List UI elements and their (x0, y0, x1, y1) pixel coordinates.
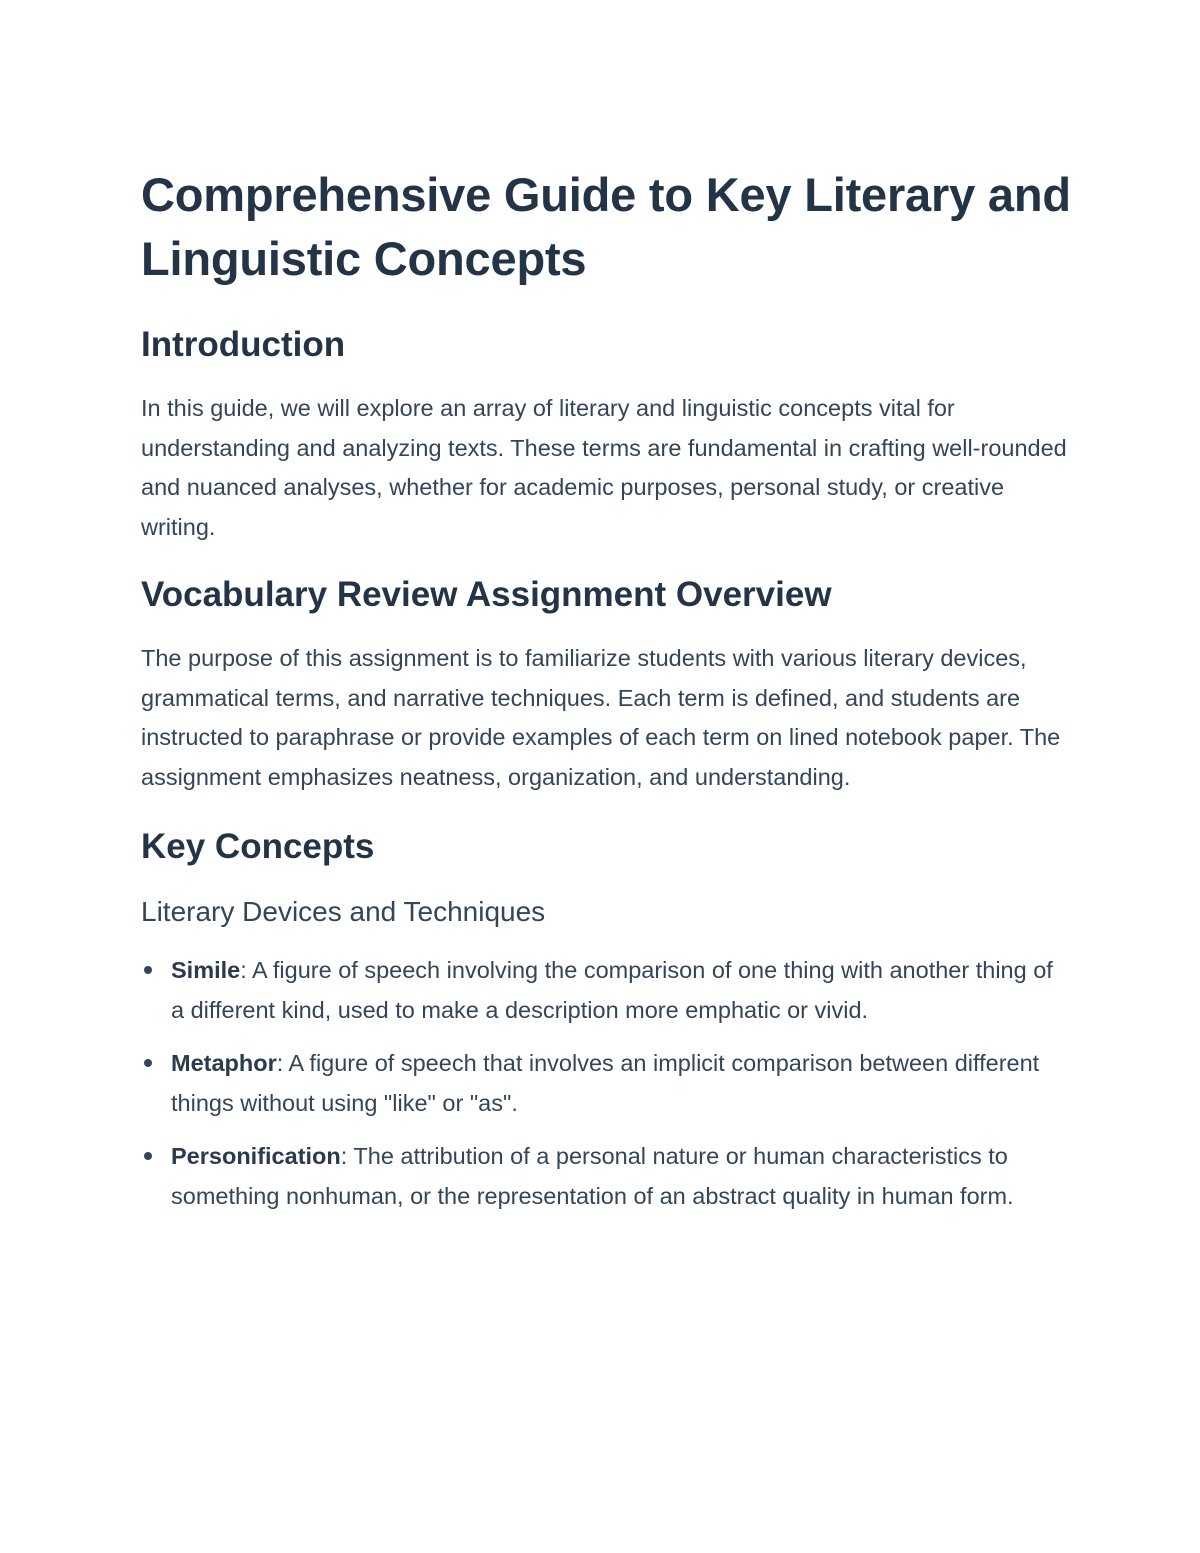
term-name: Simile (171, 957, 241, 983)
introduction-heading: Introduction (141, 325, 346, 364)
document-page (141, 163, 1071, 1229)
term-definition: : The attribution of a personal nature or human characteristics to something nonhuman, or the representation of an abstract quality in human form. (171, 1143, 1014, 1209)
term-name: Metaphor (171, 1050, 277, 1076)
bullet-icon (144, 966, 152, 974)
key-concepts-heading: Key Concepts (141, 827, 375, 866)
overview-heading: Vocabulary Review Assignment Overview (141, 575, 832, 614)
terms-list (141, 950, 1071, 1216)
introduction-paragraph: In this guide, we will explore an array of literary and linguistic concepts vital for understanding and analyzing texts. These terms are fundamental in crafting well-rounded and nuanced analyses, whether for academic purposes, personal study, or creative writing. (141, 395, 1067, 540)
list-item (141, 1043, 1071, 1123)
list-item (141, 1136, 1071, 1216)
bullet-icon (144, 1059, 152, 1067)
document-title: Comprehensive Guide to Key Literary and Linguistic Concepts (141, 168, 1071, 285)
overview-paragraph: The purpose of this assignment is to familiarize students with various literary devices, grammatical terms, and narrative techniques. Each term is defined, and students are instructed to paraphrase or provide examples of each term on lined notebook paper. The assignment emphasizes neatness, organization, and understanding. (141, 645, 1061, 790)
list-item (141, 950, 1071, 1030)
bullet-icon (144, 1152, 152, 1160)
term-definition: : A figure of speech involving the comparison of one thing with another thing of a different kind, used to make a description more emphatic or vivid. (171, 957, 1053, 1023)
literary-devices-subheading: Literary Devices and Techniques (141, 896, 546, 927)
term-definition: : A figure of speech that involves an implicit comparison between different things without using "like" or "as". (171, 1050, 1040, 1116)
term-name: Personification (171, 1143, 341, 1169)
